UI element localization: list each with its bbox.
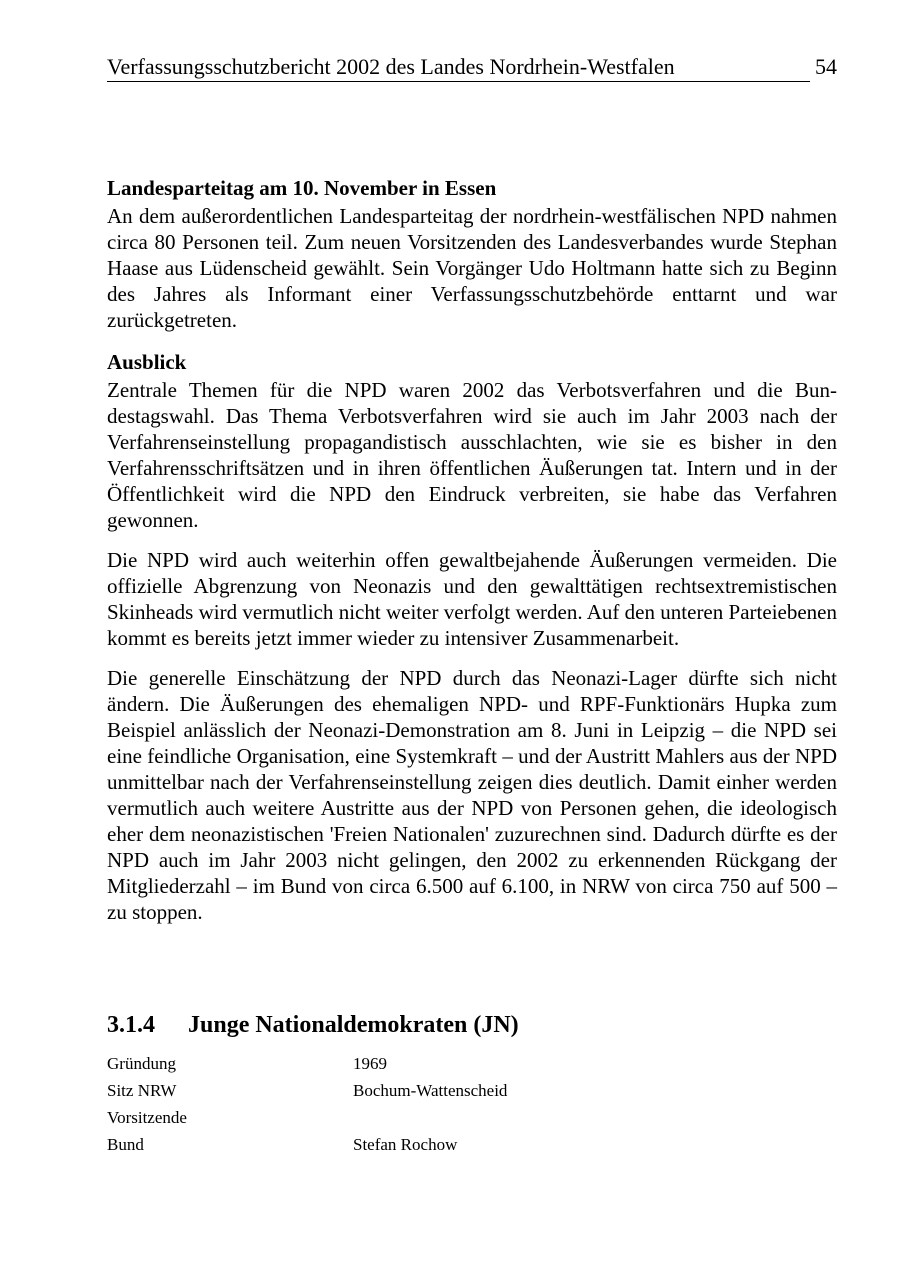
- fact-label: Vorsitzende: [107, 1108, 187, 1127]
- fact-label: Bund: [107, 1135, 144, 1154]
- table-row: [107, 1077, 607, 1104]
- section-heading-jn: [107, 1008, 519, 1042]
- section-title: Junge Nationaldemokraten (JN): [188, 1012, 519, 1038]
- table-row: [107, 1131, 607, 1158]
- section-number: 3.1.4: [107, 1012, 155, 1038]
- fact-label: Sitz NRW: [107, 1081, 177, 1100]
- ausblick-heading: Ausblick: [107, 350, 187, 374]
- header-title: Verfassungsschutzbericht 2002 des Landes Nordrhein-Westfalen: [107, 54, 675, 79]
- fact-value: [353, 1104, 607, 1131]
- ausblick-paragraph-1: Zentrale Themen für die NPD waren 2002 das Verbotsverfahren und die Bundestagswahl. Das Thema Verbotsverfahren wird sie auch im Jahr 2003 nach der Verfahrenseinstellung propagandistisch ausschlachten, wie sie es bisher in den Verfahrensschriftsätzen und in ihren öffentlichen Äußerungen tat. Intern und in der Öffentlichkeit wird die NPD den Eindruck verbreiten, sie habe das Verfahren gewonnen.: [107, 378, 837, 532]
- table-row: [107, 1104, 607, 1131]
- header-rule: [107, 81, 810, 82]
- fact-value: Stefan Rochow: [353, 1135, 458, 1154]
- page-number: 54: [815, 54, 837, 79]
- page-header: [107, 52, 837, 84]
- table-row: [107, 1050, 607, 1077]
- ausblick-paragraph-3: Die generelle Einschätzung der NPD durch das Neonazi-Lager dürfte sich nicht ändern. Die Äußerungen des ehemaligen NPD- und RPF-Funktionärs Hupka zum Beispiel anlässlich der Neonazi-Demonstration am 8. Juni in Leipzig – die NPD sei eine feindliche Organisation, eine Systemkraft – und der Austritt Mahlers aus der NPD unmittelbar nach der Verfahrenseinstellung zeigen dies deutlich. Damit einher werden vermutlich auch weitere Austritte aus der NPD von Personen gehen, die ideologisch eher dem neonazistischen 'Freien Nationalen' zuzurechnen sind. Dadurch dürfte es der NPD auch im Jahr 2003 nicht gelingen, den 2002 zu erkennenden Rückgang der Mitgliederzahl – im Bund von circa 6.500 auf 6.100, in NRW von circa 750 auf 500 – zu stoppen.: [107, 666, 837, 924]
- jn-facts-table: [107, 1050, 607, 1158]
- page-body: [107, 173, 837, 925]
- fact-value: Bochum-Wattenscheid: [353, 1081, 508, 1100]
- fact-label: Gründung: [107, 1054, 176, 1073]
- ausblick-paragraph-2: Die NPD wird auch weiterhin offen gewaltbejahende Äußerungen vermeiden. Die offizielle Abgrenzung von Neonazis und den gewalttätigen rechtsextremistischen Skinheads wird vermutlich nicht weiter verfolgt werden. Auf den unteren Parteiebenen kommt es bereits jetzt immer wieder zu intensiver Zusammenarbeit.: [107, 548, 837, 650]
- landesparteitag-heading: Landesparteitag am 10. November in Essen: [107, 176, 497, 200]
- fact-value: 1969: [353, 1054, 387, 1073]
- landesparteitag-paragraph: An dem außerordentlichen Landesparteitag der nordrhein-westfälischen NPD nahmen circa 80 Personen teil. Zum neuen Vorsitzenden des Landesverbandes wurde Stephan Haase aus Lüdenscheid gewählt. Sein Vorgänger Udo Holtmann hatte sich zu Beginn des Jahres als Informant einer Verfassungsschutzbehörde enttarnt und war zurückgetreten.: [107, 204, 837, 332]
